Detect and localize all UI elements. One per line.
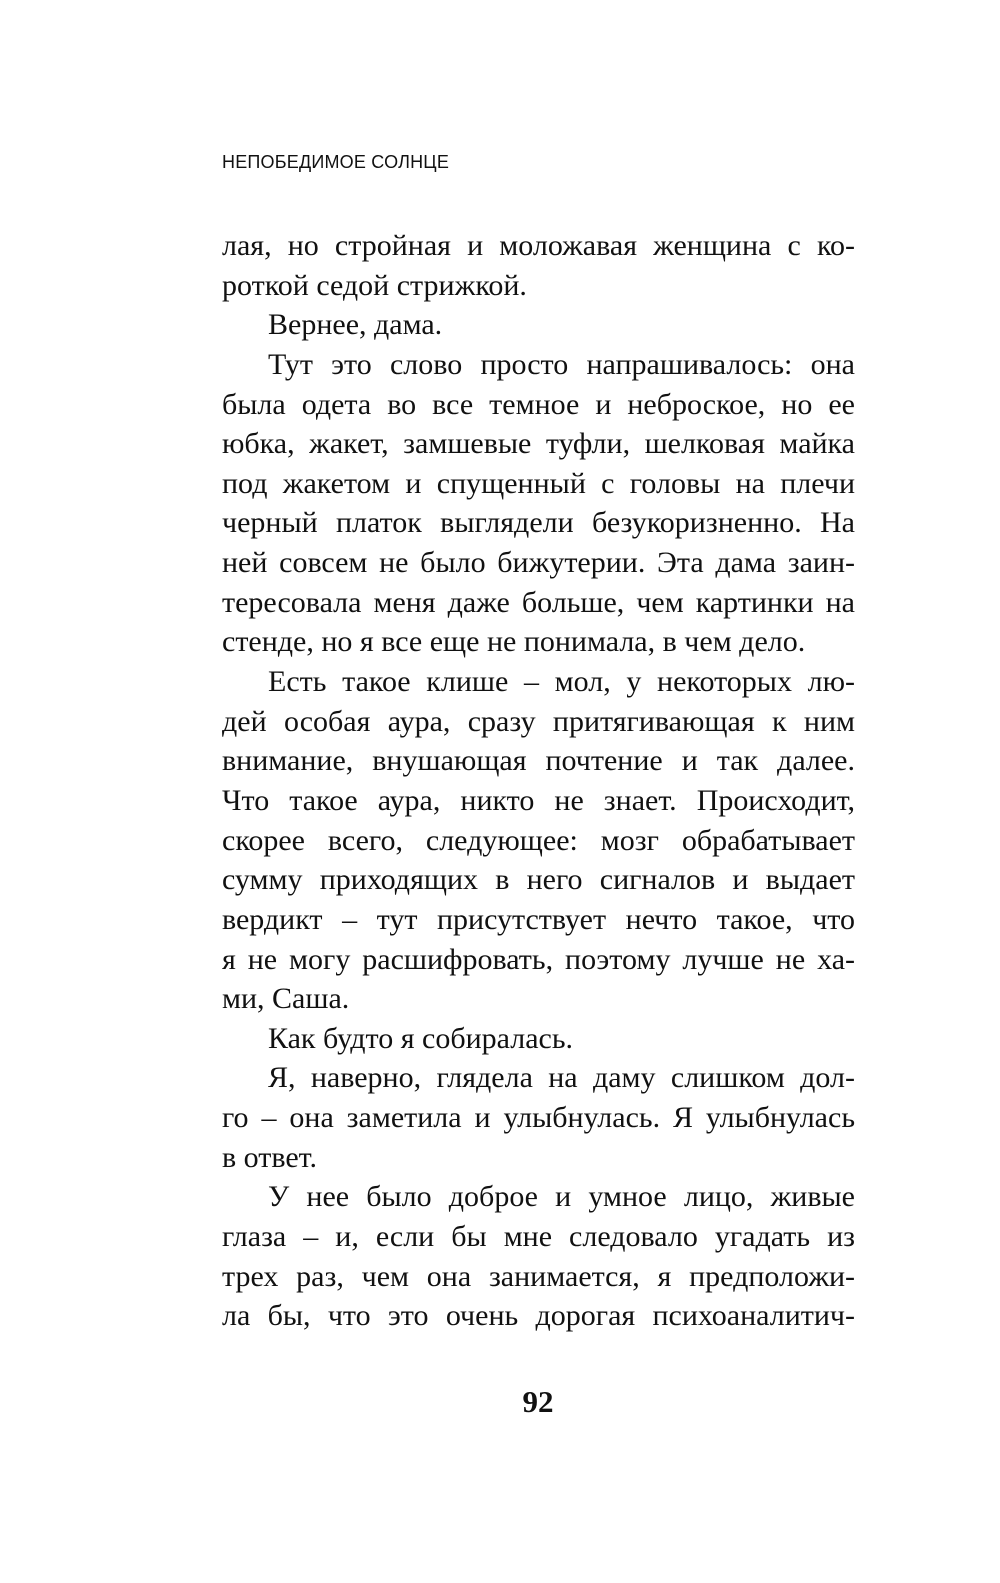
text-line: Тут это слово просто напрашивалось: она xyxy=(268,347,855,381)
text-line: Я, наверно, глядела на даму слишком дол- xyxy=(268,1061,855,1095)
text-line: в ответ. xyxy=(222,1140,318,1174)
page-number: 92 xyxy=(522,1384,554,1419)
text-line: лая, но стройная и моложавая женщина с ко- xyxy=(222,229,855,262)
text-line: трех раз, чем она занимается, я предположи- xyxy=(222,1259,855,1293)
text-line: вердикт – тут присутствует нечто такое, что xyxy=(222,902,855,936)
text-line: сумму приходящих в него сигналов и выдает xyxy=(222,863,855,897)
text-line: я не могу расшифровать, поэтому лучше не ха- xyxy=(222,942,855,976)
text-line: ней совсем не было бижутерии. Эта дама заин- xyxy=(222,546,855,580)
text-line: стенде, но я все еще не понимала, в чем дело. xyxy=(222,625,806,659)
text-line: черный платок выглядели безукоризненно. На xyxy=(222,506,855,540)
text-line: глаза – и, если бы мне следовало угадать из xyxy=(222,1220,855,1254)
text-line: Что такое аура, никто не знает. Происходит, xyxy=(222,783,855,817)
text-line: внимание, внушающая почтение и так далее. xyxy=(222,744,855,778)
text-line: была одета во все темное и неброское, но ее xyxy=(222,387,855,421)
text-line: роткой седой стрижкой. xyxy=(222,268,527,302)
text-line: скорее всего, следующее: мозг обрабатывает xyxy=(222,823,855,857)
text-line: ла бы, что это очень дорогая психоаналитич- xyxy=(222,1299,855,1333)
text-line: юбка, жакет, замшевые туфли, шелковая майка xyxy=(222,427,855,461)
text-line: ми, Саша. xyxy=(222,982,350,1016)
text-line: Вернее, дама. xyxy=(268,308,443,342)
text-line: тересовала меня даже больше, чем картинки на xyxy=(222,585,855,619)
text-line: дей особая аура, сразу притягивающая к ним xyxy=(222,704,855,738)
running-header-title: НЕПОБЕДИМОЕ СОЛНЦЕ xyxy=(222,152,450,172)
text-line: под жакетом и спущенный с головы на плечи xyxy=(222,466,855,500)
body-text xyxy=(222,226,855,1336)
text-line: Как будто я собиралась. xyxy=(268,1021,574,1055)
text-line: У нее было доброе и умное лицо, живые xyxy=(268,1180,855,1214)
text-line: го – она заметила и улыбнулась. Я улыбнулась xyxy=(222,1101,855,1135)
text-line: Есть такое клише – мол, у некоторых лю- xyxy=(268,665,855,699)
